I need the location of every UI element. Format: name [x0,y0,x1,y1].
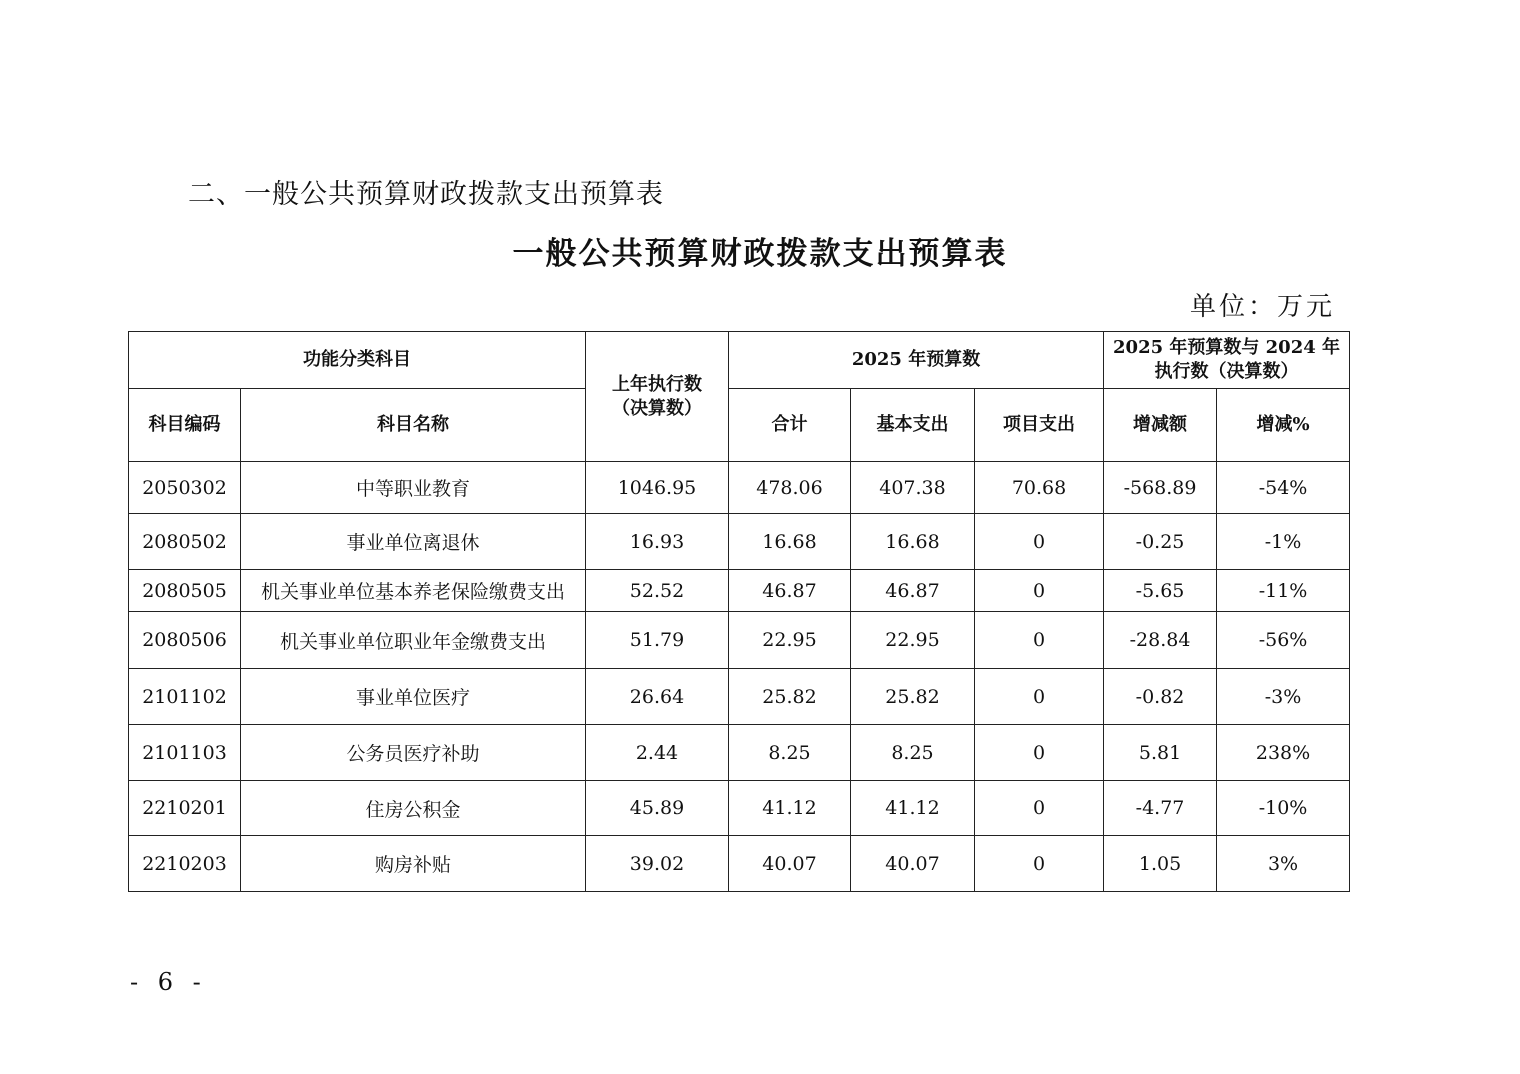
cell-change: 5.81 [1104,725,1217,781]
cell-pct: -10% [1217,781,1350,836]
cell-name: 机关事业单位职业年金缴费支出 [241,612,586,669]
table-row [129,781,1350,836]
cell-code: 2210201 [129,781,241,836]
cell-code: 2080502 [129,514,241,570]
cell-change: 1.05 [1104,836,1217,892]
cell-code: 2080506 [129,612,241,669]
section-heading: 二、一般公共预算财政拨款支出预算表 [188,179,664,210]
cell-code: 2101102 [129,669,241,725]
cell-change: -0.82 [1104,669,1217,725]
cell-name: 中等职业教育 [241,462,586,514]
cell-project: 0 [975,781,1104,836]
cell-change: -568.89 [1104,462,1217,514]
cell-project: 0 [975,725,1104,781]
cell-pct: 3% [1217,836,1350,892]
cell-change: -0.25 [1104,514,1217,570]
cell-project: 70.68 [975,462,1104,514]
table-row [129,725,1350,781]
cell-project: 0 [975,836,1104,892]
header-change-line2: 执行数（决算数） [1154,361,1299,382]
header-prior-year-line1: 上年执行数 [612,373,702,395]
header-change-pct: 增减% [1217,389,1350,462]
cell-basic: 16.68 [851,514,975,570]
table-row [129,836,1350,892]
table-row [129,514,1350,570]
cell-pct: 238% [1217,725,1350,781]
header-row-top [129,332,1350,389]
table-row [129,669,1350,725]
cell-name: 购房补贴 [241,836,586,892]
cell-project: 0 [975,570,1104,612]
budget-table [128,331,1350,892]
page-number: - 6 - [130,968,207,996]
cell-total: 40.07 [729,836,851,892]
header-prior-year [586,332,729,462]
cell-code: 2050302 [129,462,241,514]
cell-total: 25.82 [729,669,851,725]
cell-pct: -54% [1217,462,1350,514]
header-code: 科目编码 [129,389,241,462]
header-total: 合计 [729,389,851,462]
cell-total: 41.12 [729,781,851,836]
header-project: 项目支出 [975,389,1104,462]
cell-basic: 41.12 [851,781,975,836]
cell-name: 住房公积金 [241,781,586,836]
cell-prior: 39.02 [586,836,729,892]
cell-pct: -3% [1217,669,1350,725]
header-change-line1: 2025 年预算数与 2024 年 [1113,337,1341,358]
cell-basic: 22.95 [851,612,975,669]
cell-change: -28.84 [1104,612,1217,669]
table-title: 一般公共预算财政拨款支出预算表 [512,236,1008,272]
cell-pct: -56% [1217,612,1350,669]
cell-name: 公务员医疗补助 [241,725,586,781]
header-change-amount: 增减额 [1104,389,1217,462]
cell-pct: -11% [1217,570,1350,612]
header-functional-category: 功能分类科目 [129,332,586,389]
table-row [129,570,1350,612]
header-budget-2025: 2025 年预算数 [729,332,1104,389]
cell-code: 2210203 [129,836,241,892]
cell-basic: 25.82 [851,669,975,725]
unit-label: 单位：万元 [1189,292,1335,322]
header-change [1104,332,1350,389]
cell-prior: 51.79 [586,612,729,669]
cell-prior: 26.64 [586,669,729,725]
cell-prior: 2.44 [586,725,729,781]
cell-total: 16.68 [729,514,851,570]
cell-name: 事业单位离退休 [241,514,586,570]
cell-prior: 45.89 [586,781,729,836]
cell-total: 46.87 [729,570,851,612]
cell-prior: 1046.95 [586,462,729,514]
cell-name: 事业单位医疗 [241,669,586,725]
cell-code: 2080505 [129,570,241,612]
cell-project: 0 [975,669,1104,725]
cell-total: 22.95 [729,612,851,669]
cell-prior: 16.93 [586,514,729,570]
header-prior-year-line2: （决算数） [612,397,702,419]
header-name: 科目名称 [241,389,586,462]
cell-project: 0 [975,514,1104,570]
cell-basic: 407.38 [851,462,975,514]
table-row [129,462,1350,514]
header-basic: 基本支出 [851,389,975,462]
cell-project: 0 [975,612,1104,669]
cell-total: 8.25 [729,725,851,781]
cell-total: 478.06 [729,462,851,514]
header-row-bottom [129,389,1350,462]
cell-pct: -1% [1217,514,1350,570]
cell-change: -5.65 [1104,570,1217,612]
cell-prior: 52.52 [586,570,729,612]
cell-basic: 40.07 [851,836,975,892]
cell-code: 2101103 [129,725,241,781]
cell-basic: 46.87 [851,570,975,612]
table-row [129,612,1350,669]
cell-basic: 8.25 [851,725,975,781]
cell-change: -4.77 [1104,781,1217,836]
cell-name: 机关事业单位基本养老保险缴费支出 [241,570,586,612]
